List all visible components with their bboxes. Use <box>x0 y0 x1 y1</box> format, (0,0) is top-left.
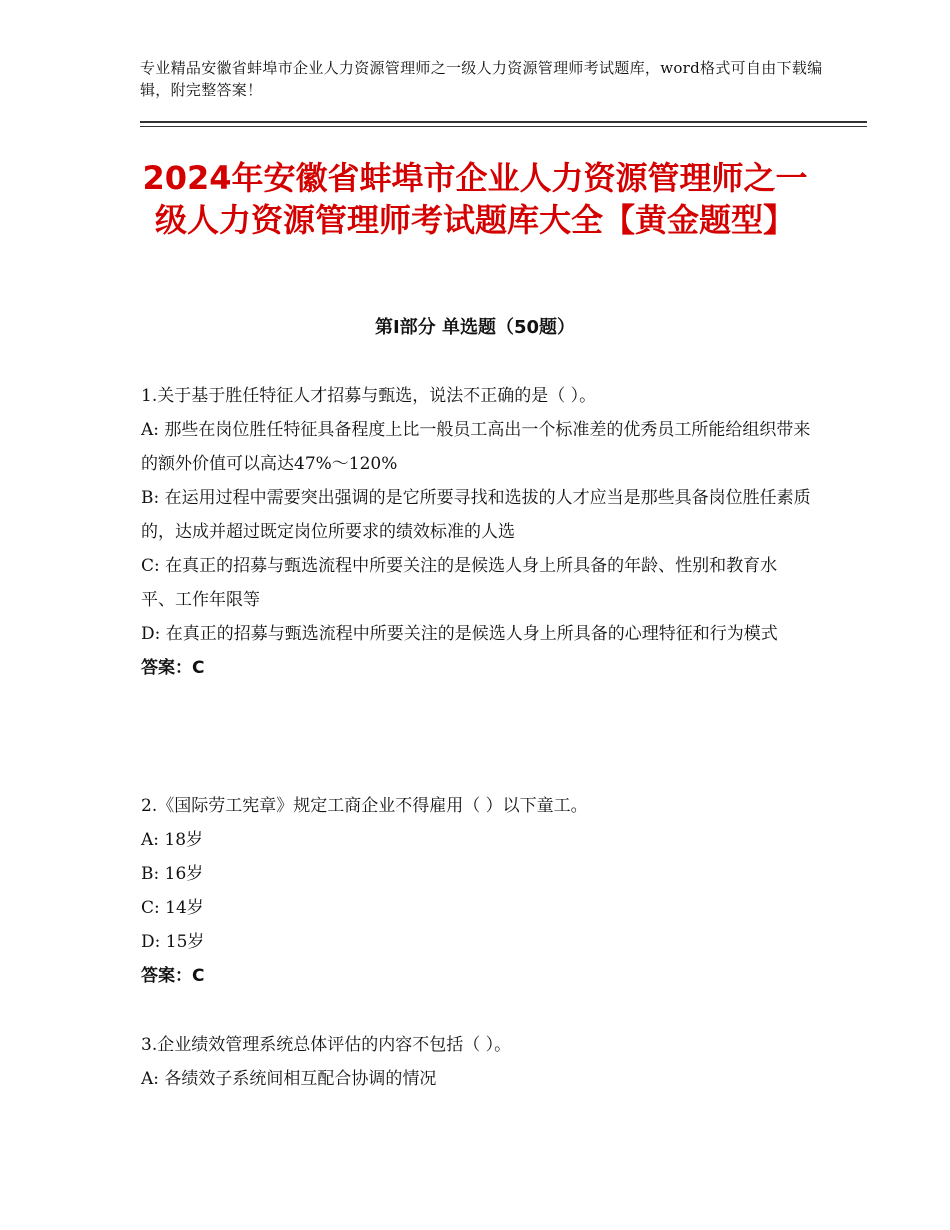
option-a: A: 18岁 <box>141 830 204 850</box>
option-d: D: 15岁 <box>141 932 205 952</box>
option-c: C: 在真正的招募与甄选流程中所要关注的是候选人身上所具备的年龄、性别和教育水平、工作年限等 <box>141 556 778 610</box>
header-divider-thin <box>140 126 867 127</box>
section-heading: 第Ⅰ部分 单选题（50题） <box>374 317 575 338</box>
option-b: B: 16岁 <box>141 864 204 884</box>
option-a: A: 那些在岗位胜任特征具备程度上比一般员工高出一个标准差的优秀员工所能给组织带来的额外价值可以高达47%～120% <box>141 420 811 474</box>
question-2 <box>141 789 811 993</box>
question-stem: 2.《国际劳工宪章》规定工商企业不得雇用（ ）以下童工。 <box>141 796 588 816</box>
header-note: 专业精品安徽省蚌埠市企业人力资源管理师之一级人力资源管理师考试题库，word格式可自由下载编辑，附完整答案！ <box>140 59 823 99</box>
header-divider-thick <box>140 121 867 123</box>
question-stem: 3.企业绩效管理系统总体评估的内容不包括（ ）。 <box>141 1035 512 1055</box>
option-a: A: 各绩效子系统间相互配合协调的情况 <box>141 1069 437 1089</box>
question-1 <box>141 379 811 685</box>
option-b: B: 在运用过程中需要突出强调的是它所要寻找和选拔的人才应当是那些具备岗位胜任素质的，达成并超过既定岗位所要求的绩效标准的人选 <box>141 488 811 542</box>
question-stem: 1.关于基于胜任特征人才招募与甄选，说法不正确的是（ ）。 <box>141 386 597 406</box>
option-c: C: 14岁 <box>141 898 204 918</box>
option-d: D: 在真正的招募与甄选流程中所要关注的是候选人身上所具备的心理特征和行为模式 <box>141 624 778 644</box>
answer: 答案：C <box>141 966 205 986</box>
answer: 答案：C <box>141 658 205 678</box>
document-title: 2024年安徽省蚌埠市企业人力资源管理师之一级人力资源管理师考试题库大全【黄金题型】 <box>142 159 808 239</box>
question-3 <box>141 1028 811 1096</box>
